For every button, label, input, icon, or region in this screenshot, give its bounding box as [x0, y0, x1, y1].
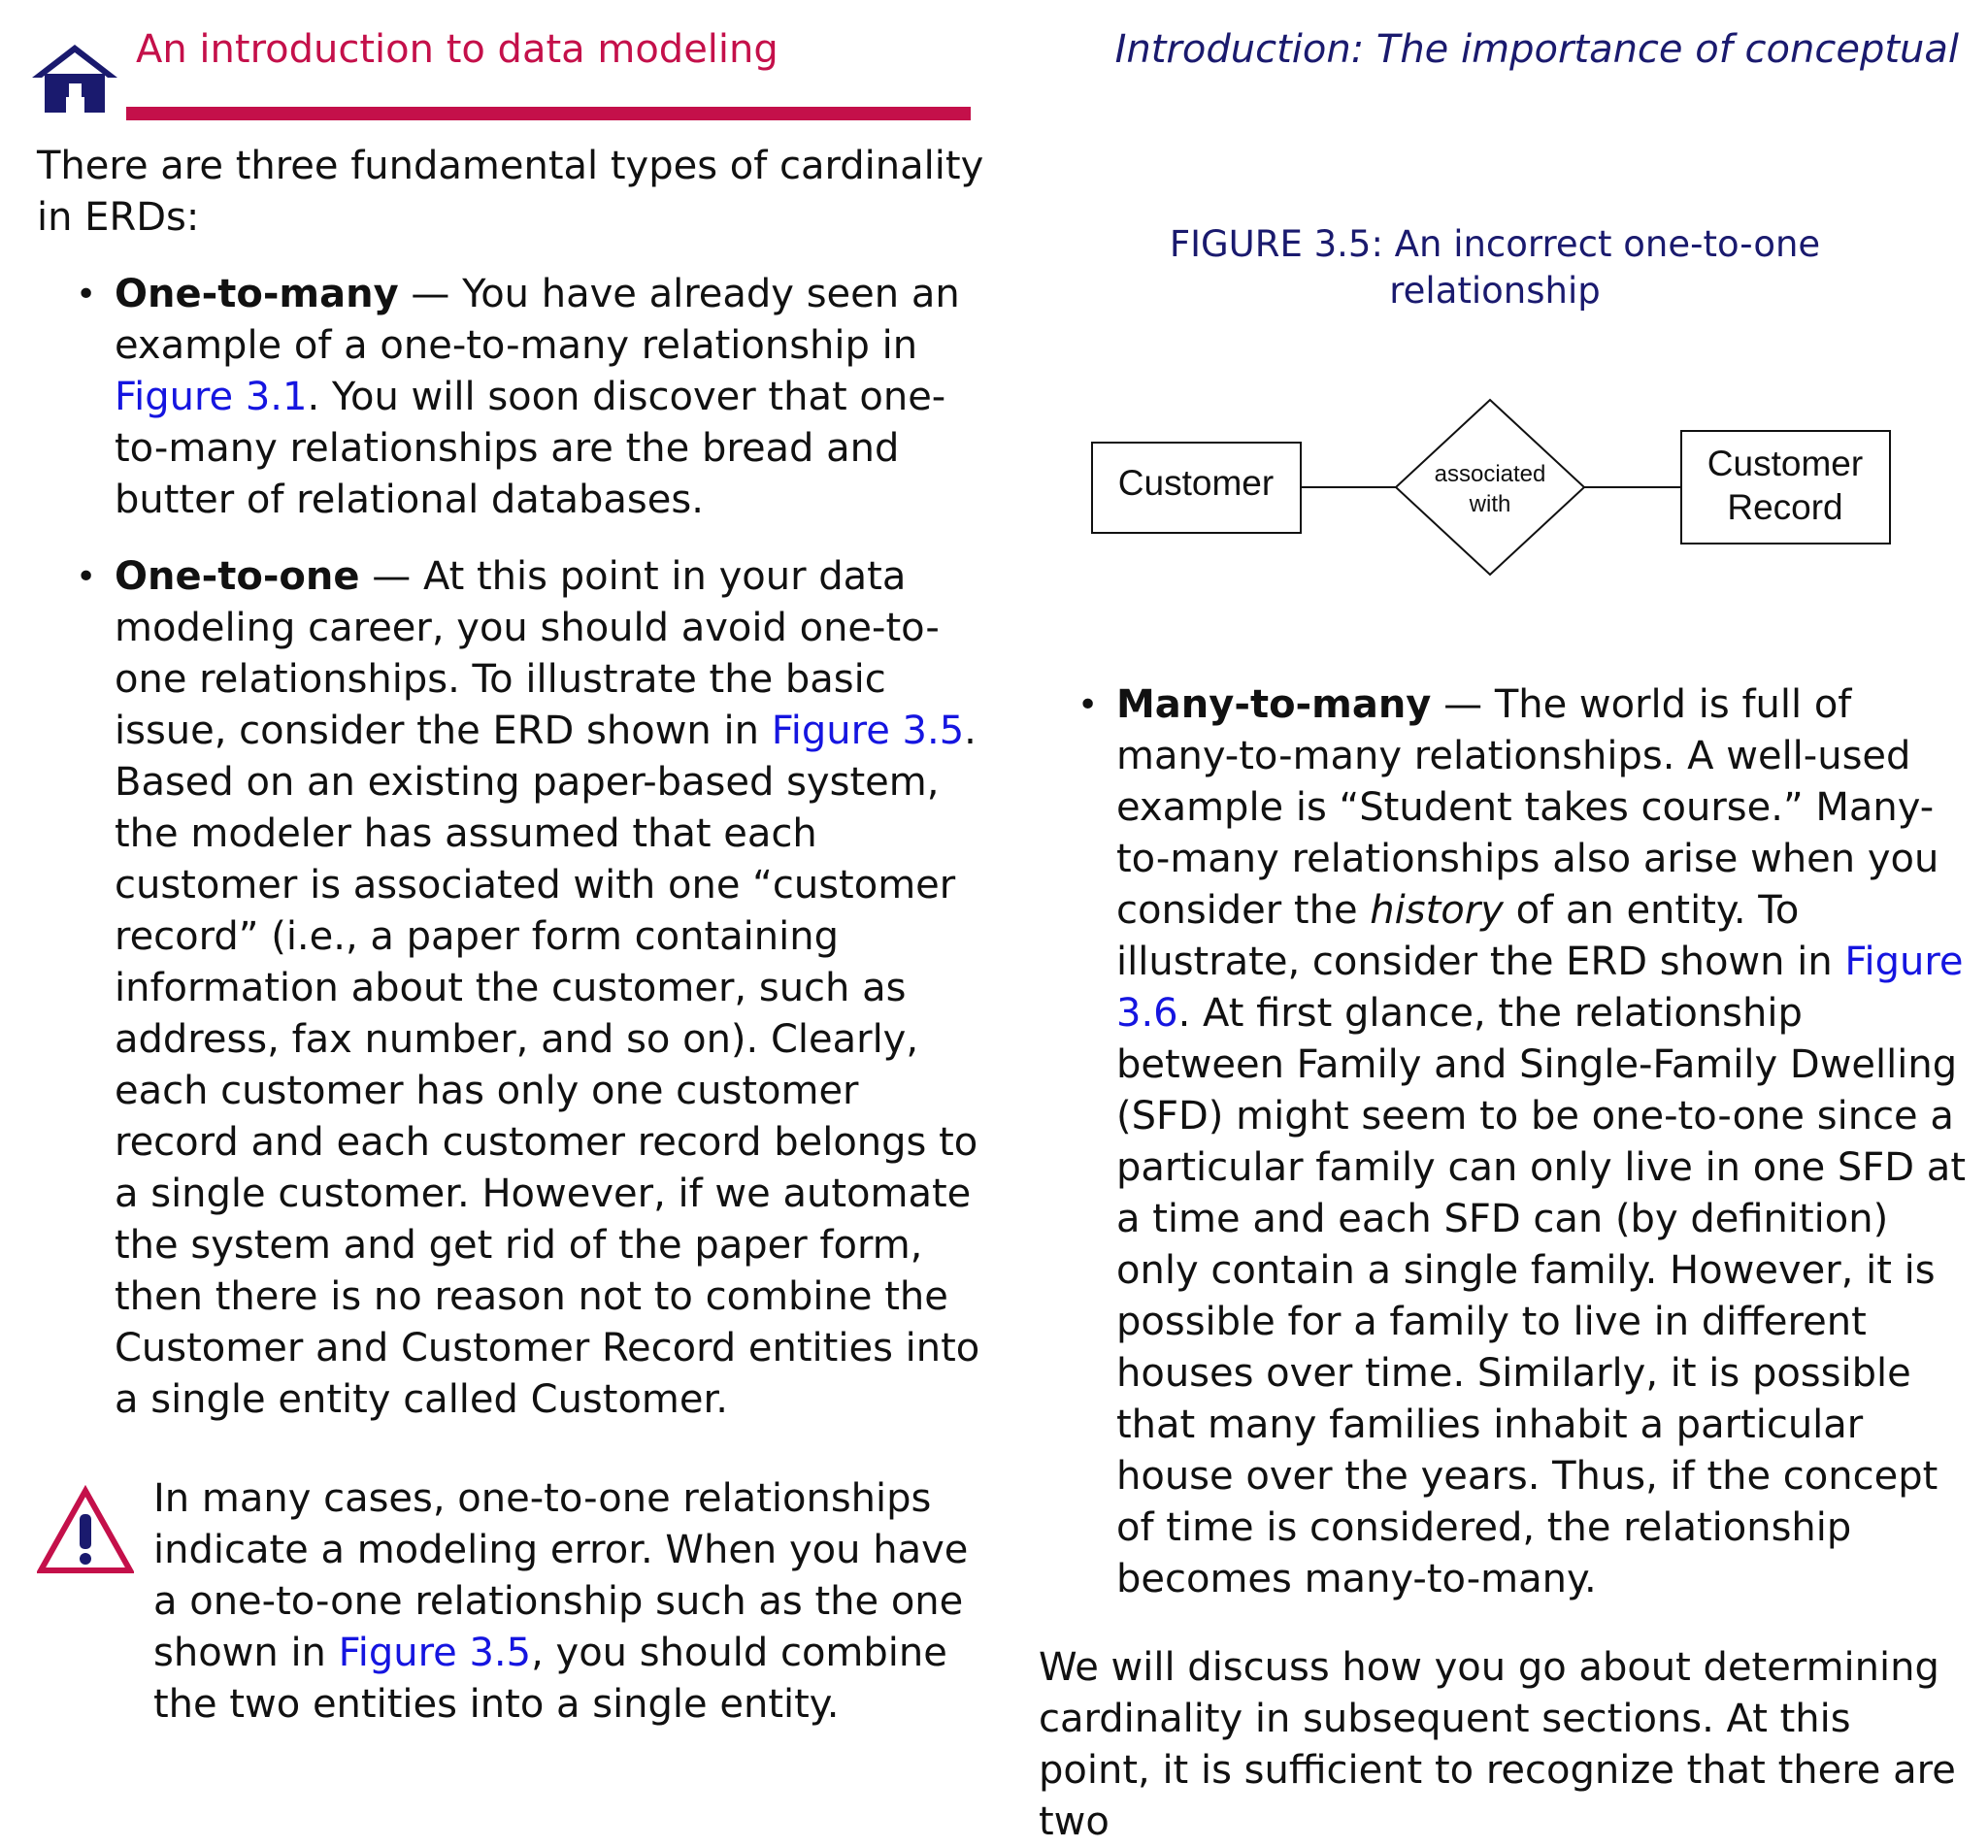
house-icon[interactable]	[29, 39, 121, 116]
intro-paragraph: There are three fundamental types of cardinality in ERDs:	[37, 144, 984, 240]
link-figure-3-1[interactable]: Figure 3.1	[115, 375, 308, 419]
warning-icon	[37, 1485, 134, 1577]
bullet-one-to-many: • One-to-many — You have already seen an example of a one-to-many relationship in Figure 3.1. You will soon discover that one-to-many relationships are the bread and butter of relational databases.	[37, 269, 988, 526]
header-rule	[126, 107, 971, 120]
term-one-to-many: One-to-many	[115, 272, 399, 316]
term-many-to-many: Many-to-many	[1116, 682, 1432, 727]
link-figure-3-6[interactable]: Figure 3.6	[1116, 940, 1964, 1036]
italic-history: history	[1370, 888, 1504, 933]
term-one-to-one: One-to-one	[115, 554, 360, 599]
left-column	[37, 141, 988, 1426]
link-figure-3-5[interactable]: Figure 3.5	[771, 709, 965, 753]
erd-diagram	[1087, 388, 1912, 602]
entity-customer-record-label-1: Customer	[1706, 444, 1864, 483]
figure-caption: FIGURE 3.5: An incorrect one-to-one relationship	[1169, 223, 1821, 312]
relationship-label-2: with	[1469, 491, 1511, 517]
bullet-many-to-many: • Many-to-many — The world is full of many-to-many relationships. A well-used example is “Student takes course.” Many-to-many relationships also arise when you consider the history of an entity. To illustrate, consider the ERD shown in Figure 3.6. At first glance, the relationship between Family and Single-Family Dwelling (SFD) might seem to be one-to-one since a particular family can only live in one SFD at a time and each SFD can (by definition) only contain a single family. However, it is possible for a family to live in different houses over time. Similarly, it is possible that many families inhabit a particular house over the years. Thus, if the concept of time is considered, the relationship becomes many-to-many.	[1039, 679, 1971, 1605]
cardinality-list	[37, 269, 988, 1426]
bullet-one-to-one: • One-to-one — At this point in your data modeling career, you should avoid one-to-one relationships. To illustrate the basic issue, consider the ERD shown in Figure 3.5. Based on an existing paper-based system, the modeler has assumed that each customer is associated with one “customer record” (i.e., a paper form containing information about the customer, such as address, fax number, and so on). Clearly, each customer has only one customer record and each customer record belongs to a single customer. However, if we automate the system and get rid of the paper form, then there is no reason not to combine the Customer and Customer Record entities into a single entity called Customer.	[37, 551, 988, 1426]
entity-customer-record-label-2: Record	[1727, 487, 1843, 527]
cardinality-list-continued	[1039, 679, 1971, 1605]
warning-text: In many cases, one-to-one relationships indicate a modeling error. When you have a one-to-one relationship such as the one shown in Figure 3.5, you should combine the two entities into a single entity.	[153, 1476, 969, 1727]
final-paragraph: We will discuss how you go about determining cardinality in subsequent sections. At this point, it is sufficient to recognize that there are two	[1039, 1645, 1956, 1844]
right-column	[1039, 679, 1971, 1605]
header-left-title: An introduction to data modeling	[136, 27, 779, 72]
entity-customer-label: Customer	[1117, 463, 1275, 503]
relationship-label-1: associated	[1434, 461, 1546, 487]
header-right-title: Introduction: The importance of conceptual	[1114, 27, 1959, 72]
link-figure-3-5-warning[interactable]: Figure 3.5	[338, 1631, 532, 1675]
relationship-diamond	[1396, 400, 1584, 575]
